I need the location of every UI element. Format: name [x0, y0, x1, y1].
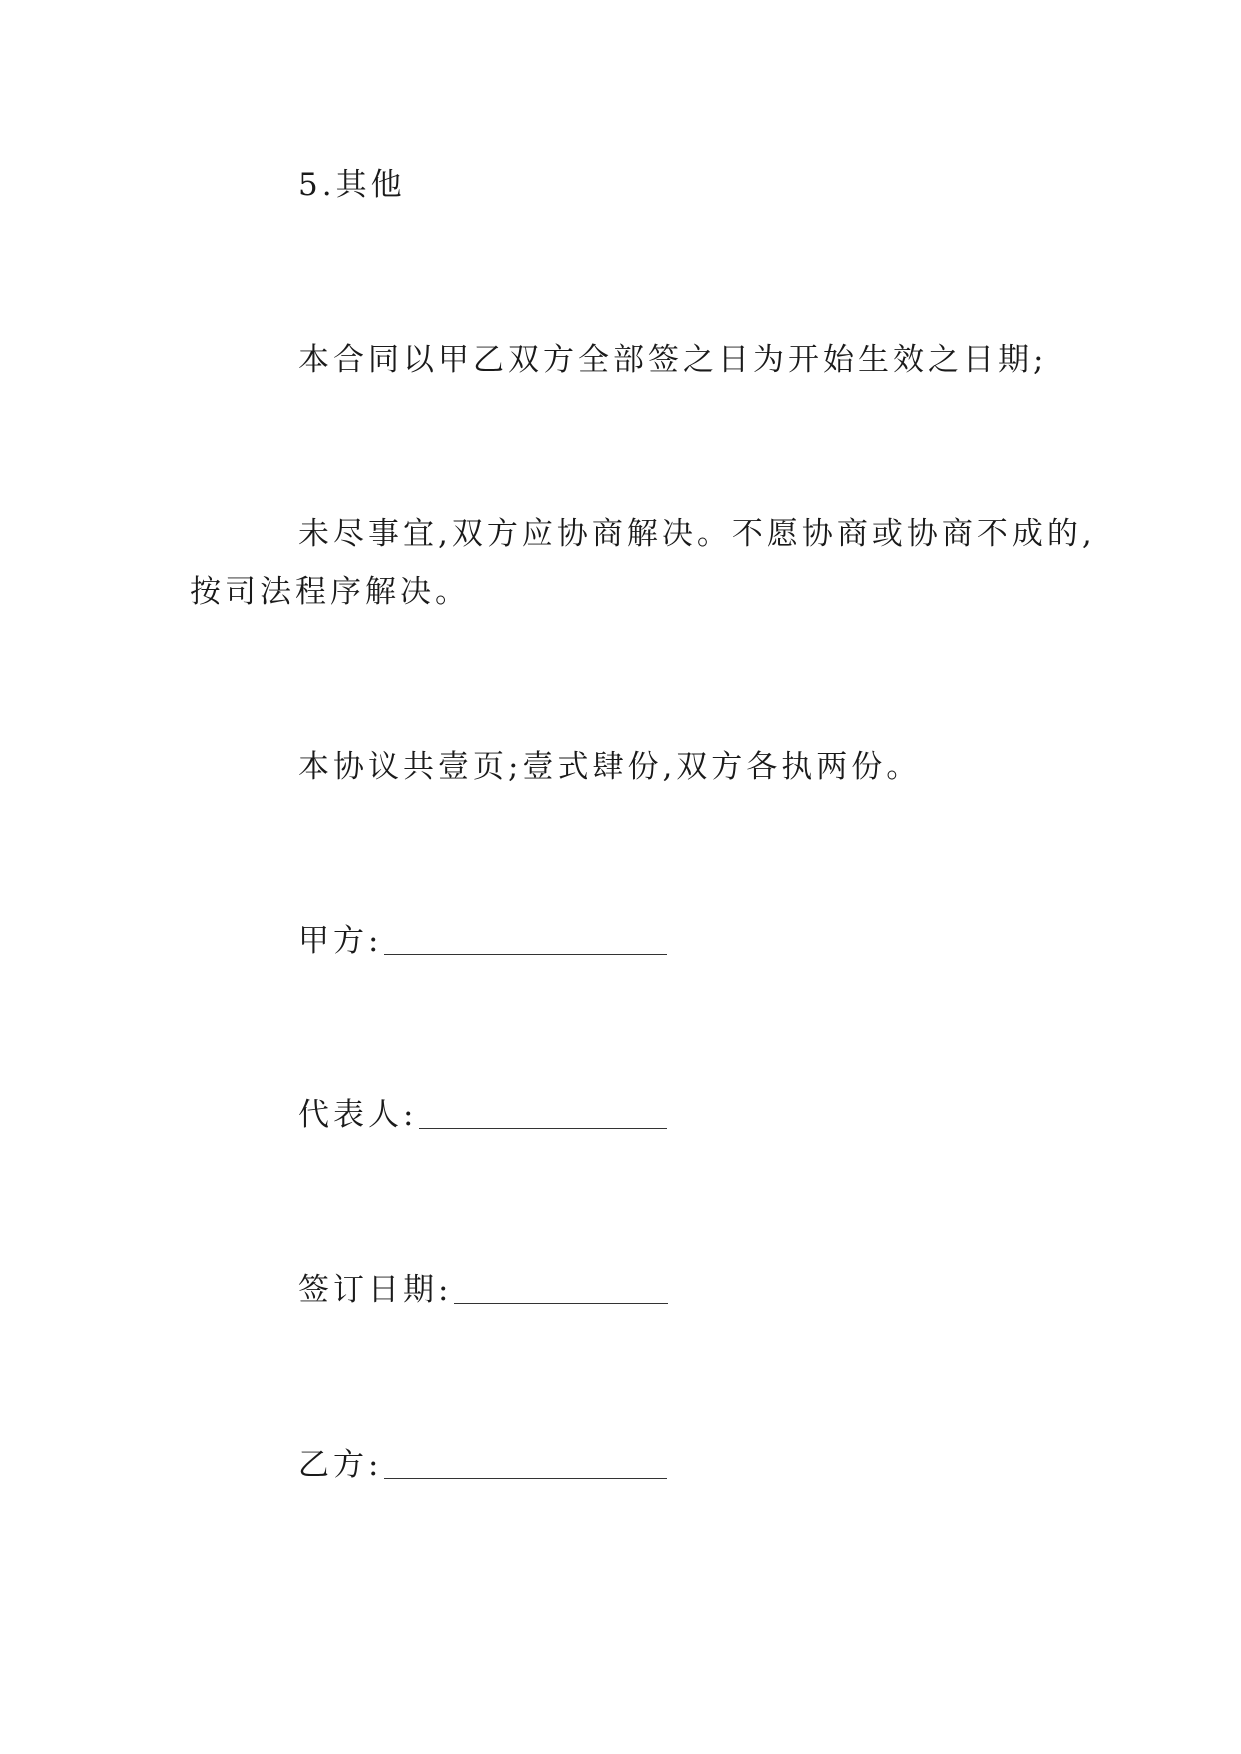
party-a-label: 甲方: — [298, 923, 383, 959]
sign-date-label: 签订日期: — [298, 1272, 453, 1308]
party-b-label: 乙方: — [298, 1447, 383, 1483]
signature-row-date — [298, 1270, 668, 1310]
signature-row-representative — [298, 1095, 667, 1135]
sign-date-blank[interactable] — [454, 1302, 668, 1304]
paragraph-effective-date: 本合同以甲乙双方全部签之日为开始生效之日期; — [298, 342, 1048, 378]
paragraph-copies: 本协议共壹页;壹式肆份,双方各执两份。 — [298, 749, 922, 785]
paragraph-unresolved-line2: 按司法程序解决。 — [190, 574, 470, 610]
representative-label: 代表人: — [298, 1097, 418, 1133]
signature-row-party-b — [298, 1445, 667, 1485]
party-b-blank[interactable] — [384, 1477, 667, 1479]
representative-blank[interactable] — [419, 1127, 667, 1129]
paragraph-unresolved-line1: 未尽事宜,双方应协商解决。不愿协商或协商不成的, — [298, 516, 1096, 552]
party-a-blank[interactable] — [384, 953, 667, 955]
signature-row-party-a — [298, 921, 667, 961]
section-heading: 5.其他 — [298, 167, 406, 203]
